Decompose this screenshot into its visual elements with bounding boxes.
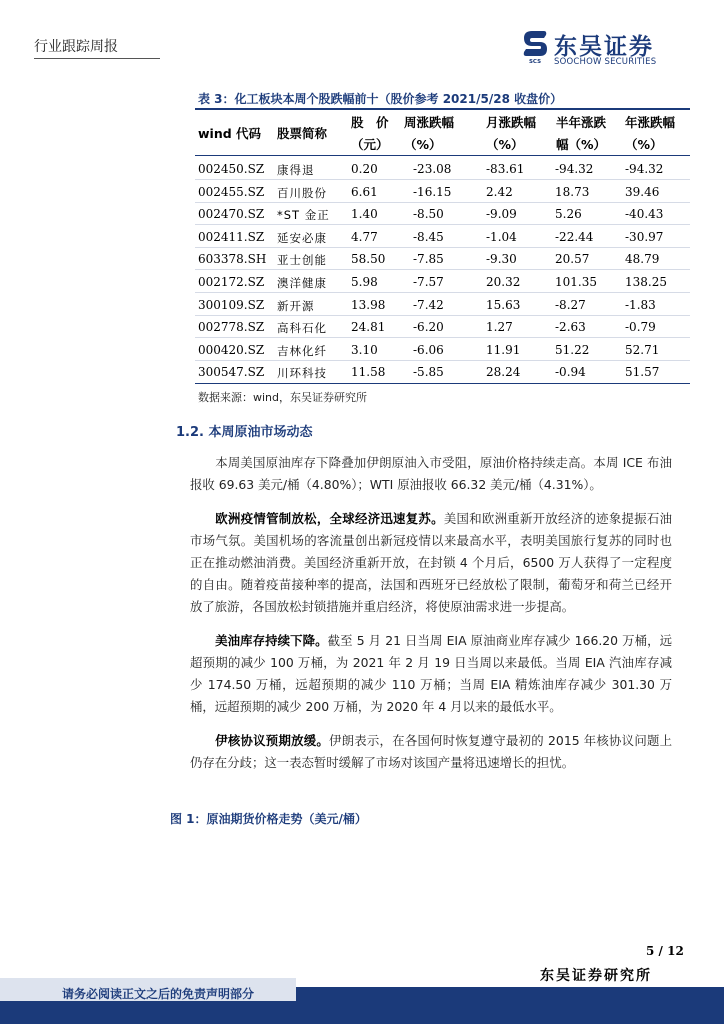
cell-month: -9.30 — [486, 252, 517, 267]
col-header-month-unit: （%） — [486, 137, 524, 152]
cell-year: -40.43 — [625, 207, 664, 222]
table-row — [195, 293, 690, 316]
cell-week: -6.06 — [413, 342, 444, 357]
cell-name: 延安必康 — [277, 230, 327, 245]
paragraph-us-inventory-text: 截至 5 月 21 日当周 EIA 原油商业库存减少 166.20 万桶，远超预期的减少 100 万桶，为 2021 年 2 月 19 日当周以来最低。当周 EIA 汽油库存减少 174.50 万桶，远超预期的减少 110 万桶；当周 EIA 精炼油库存减少 301.30 万桶，远超预期的减少 200 万桶，为 2020 年 4 月以来的最低水平。 — [190, 633, 673, 714]
cell-half: 101.35 — [555, 275, 597, 289]
cell-code: 000420.SZ — [198, 342, 265, 357]
cell-code: 002778.SZ — [198, 320, 265, 335]
cell-week: -6.20 — [413, 320, 444, 335]
cell-year: 138.25 — [625, 275, 667, 289]
cell-code: 002455.SZ — [198, 184, 265, 199]
table-row — [195, 360, 690, 383]
footer-disclaimer: 请务必阅读正文之后的免责声明部分 — [62, 987, 255, 1001]
paragraph-europe-recovery — [190, 508, 672, 618]
cell-code: 300547.SZ — [198, 365, 265, 380]
cell-month: 28.24 — [486, 365, 521, 380]
header-underline — [34, 58, 160, 59]
figure-title: 图 1：原油期货价格走势（美元/桶） — [170, 812, 367, 826]
cell-name: *ST 金正 — [277, 208, 330, 223]
table-row — [195, 157, 690, 180]
table-title: 表 3：化工板块本周个股跌幅前十（股价参考 2021/5/28 收盘价） — [198, 92, 563, 106]
paragraph-us-inventory — [190, 630, 672, 718]
cell-price: 24.81 — [351, 320, 386, 335]
cell-code: 002411.SZ — [198, 229, 265, 244]
cell-price: 11.58 — [351, 365, 386, 380]
cell-month: -83.61 — [486, 162, 525, 176]
table-row — [195, 202, 690, 225]
cell-code: 603378.SH — [198, 252, 267, 267]
col-header-half-year: 半年涨跌 — [556, 115, 607, 130]
cell-half: -2.63 — [555, 320, 586, 335]
cell-year: -94.32 — [625, 162, 664, 176]
cell-week: -7.85 — [413, 252, 444, 267]
cell-name: 高科石化 — [277, 321, 327, 336]
cell-name: 新开源 — [277, 298, 315, 313]
col-header-year-unit: （%） — [625, 137, 663, 152]
company-logo — [520, 26, 700, 68]
col-header-price-unit: （元） — [351, 137, 389, 152]
table-row — [195, 247, 690, 270]
logo-english-text: SOOCHOW SECURITIES — [554, 57, 657, 67]
footer-organization: 东吴证券研究所 — [540, 968, 652, 984]
col-header-week: 周涨跌幅 — [404, 115, 455, 130]
cell-year: -1.83 — [625, 297, 656, 312]
paragraph-europe-recovery-lead: 欧洲疫情管制放松，全球经济迅速复苏。 — [215, 511, 444, 526]
cell-week: -16.15 — [413, 184, 452, 199]
cell-price: 5.98 — [351, 275, 378, 289]
cell-name: 康得退 — [277, 163, 315, 177]
cell-month: 15.63 — [486, 297, 521, 312]
cell-half: 5.26 — [555, 207, 582, 222]
table-source-note: 数据来源：wind，东吴证券研究所 — [198, 391, 368, 404]
cell-week: -5.85 — [413, 365, 444, 380]
cell-year: 39.46 — [625, 184, 660, 199]
cell-year: -0.79 — [625, 320, 656, 335]
paragraph-us-inventory-lead: 美油库存持续下降。 — [215, 633, 328, 648]
cell-half: -0.94 — [555, 365, 586, 380]
table-bottom-rule — [195, 383, 690, 384]
table-row — [195, 225, 690, 248]
cell-name: 百川股份 — [277, 185, 327, 200]
table-header-rule — [195, 155, 690, 156]
logo-mark-icon — [520, 28, 550, 64]
cell-code: 002172.SZ — [198, 275, 265, 289]
footer-bottom-band — [0, 1001, 724, 1024]
cell-price: 1.40 — [351, 207, 378, 222]
cell-name: 亚士创能 — [277, 253, 327, 268]
cell-price: 58.50 — [351, 252, 386, 267]
paragraph-oil-price — [190, 452, 672, 496]
cell-week: -23.08 — [413, 162, 452, 176]
cell-name: 川环科技 — [277, 366, 327, 381]
cell-month: 2.42 — [486, 184, 513, 199]
cell-half: -94.32 — [555, 162, 594, 176]
paragraph-iran-deal-text: 伊朗表示，在各国何时恢复遵守最初的 2015 年核协议问题上仍存在分歧；这一表态暂时缓解了市场对该国产量将迅速增长的担忧。 — [190, 733, 672, 770]
table-row — [195, 270, 690, 293]
cell-year: 51.57 — [625, 365, 660, 380]
cell-price: 0.20 — [351, 162, 378, 176]
col-header-name: 股票简称 — [277, 126, 328, 141]
cell-half: 51.22 — [555, 342, 590, 357]
col-header-price: 股 价 — [351, 115, 389, 130]
cell-name: 吉林化纤 — [277, 343, 327, 358]
cell-month: -9.09 — [486, 207, 517, 222]
cell-month: 1.27 — [486, 320, 513, 335]
cell-price: 3.10 — [351, 342, 378, 357]
cell-code: 300109.SZ — [198, 297, 265, 312]
logo-mark-text: SCS — [528, 59, 542, 64]
logo-chinese-text: 东吴证券 — [554, 34, 654, 60]
cell-month: -1.04 — [486, 229, 517, 244]
cell-year: 48.79 — [625, 252, 660, 267]
col-header-month: 月涨跌幅 — [486, 115, 537, 130]
col-header-week-unit: （%） — [404, 137, 442, 152]
cell-code: 002450.SZ — [198, 162, 265, 176]
table-top-rule — [195, 108, 690, 110]
paragraph-oil-price-text: 本周美国原油库存下降叠加伊朗原油入市受阻，原油价格持续走高。本周 ICE 布油报收 69.63 美元/桶（4.80%）；WTI 原油报收 66.32 美元/桶（4.31%）。 — [190, 455, 672, 492]
document-type-label: 行业跟踪周报 — [34, 39, 118, 55]
col-header-half-year-unit: 幅（%） — [556, 137, 607, 152]
cell-half: -22.44 — [555, 229, 594, 244]
cell-week: -8.45 — [413, 229, 444, 244]
paragraph-europe-recovery-text: 美国和欧洲重新开放经济的迹象提振石油市场气氛。美国机场的客流量创出新冠疫情以来最高水平，表明美国旅行复苏的同时也正在推动燃油消费。美国经济重新开放，在封锁 4 个月后，6500 万人获得了一定程度的自由。随着疫苗接种率的提高，法国和西班牙已经放松了限制，葡萄牙和荷兰已经开放了旅游，各国放松封锁措施并重启经济，将使原油需求进一步提高。 — [190, 511, 673, 614]
cell-price: 4.77 — [351, 229, 378, 244]
cell-week: -7.57 — [413, 275, 444, 289]
paragraph-iran-deal-lead: 伊核协议预期放缓。 — [215, 733, 329, 748]
page-number: 5 / 12 — [646, 944, 684, 958]
cell-half: -8.27 — [555, 297, 586, 312]
cell-half: 18.73 — [555, 184, 590, 199]
table-row — [195, 180, 690, 203]
cell-half: 20.57 — [555, 252, 590, 267]
col-header-code: wind 代码 — [198, 126, 262, 141]
cell-price: 6.61 — [351, 184, 378, 199]
cell-week: -7.42 — [413, 297, 444, 312]
cell-year: 52.71 — [625, 342, 660, 357]
cell-year: -30.97 — [625, 229, 664, 244]
cell-month: 11.91 — [486, 342, 521, 357]
section-heading: 1.2. 本周原油市场动态 — [176, 425, 313, 440]
col-header-year: 年涨跌幅 — [625, 115, 676, 130]
cell-week: -8.50 — [413, 207, 444, 222]
table-row — [195, 315, 690, 338]
table-row — [195, 338, 690, 361]
cell-month: 20.32 — [486, 275, 521, 289]
cell-name: 澳洋健康 — [277, 276, 327, 290]
cell-price: 13.98 — [351, 297, 386, 312]
paragraph-iran-deal — [190, 730, 672, 774]
cell-code: 002470.SZ — [198, 207, 265, 222]
